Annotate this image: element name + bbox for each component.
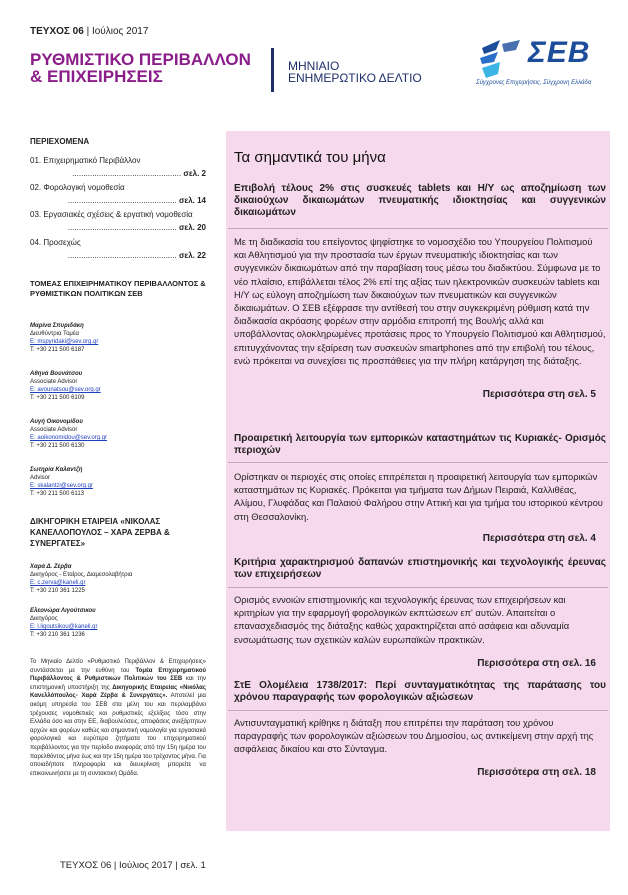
toc-item-2[interactable]	[30, 183, 206, 205]
contact-name: Μαρίνα Σπυριδάκη	[30, 323, 84, 329]
article-title: ΣτΕ Ολομέλεια 1738/2017: Περί συνταγματικότητας της παράτασης του χρόνου παραγραφής των φορολογικών αξιώσεων	[234, 680, 606, 703]
sev-logo-text: ΣΕΒ	[528, 36, 591, 69]
article-body: Αντισυνταγματική κρίθηκε η διάταξη που επιτρέπει την παράταση του χρόνου παραγραφής των φορολογικών αξιώσεων του Δημοσίου, ως αντικείμενη στην αρχή της ασφάλειας δικαίου και στο Σύνταγμα.	[234, 717, 594, 755]
contact-role: Associate Advisor	[30, 379, 78, 385]
toc-page: σελ. 22	[178, 251, 206, 260]
toc-leader: ................................................. σελ. 14	[67, 196, 206, 205]
contact-card	[30, 370, 206, 402]
contact-card	[30, 418, 206, 450]
toc-leader: ................................................. σελ. 22	[67, 251, 206, 260]
toc-page: σελ. 2	[183, 169, 206, 178]
contact-email-link[interactable]: E: aoikonomidou@sev.org.gr	[30, 435, 108, 441]
article-title: Προαιρετική λειτουργία των εμπορικών καταστημάτων τις Κυριακές- Ορισμός περιοχών	[234, 433, 606, 456]
article-title: Επιβολή τέλους 2% στις συσκευές tablets και Η/Υ ως αποζημίωση των δικαιούχων δικαιωμάτων πνευματικής ιδιοκτησίας και συγγενικών δικαιωμάτων	[234, 183, 606, 218]
toc-page: σελ. 14	[178, 196, 206, 205]
issue-date: | Ιούλιος 2017	[86, 26, 149, 37]
sev-logo	[468, 36, 608, 98]
contact-name: Ελεονώρα Λιγούτσικου	[30, 608, 96, 614]
firm-contact-card	[30, 563, 206, 595]
contact-email-link[interactable]: E: l.ligoutsikou@kaneli.gr	[30, 624, 98, 630]
toc-item-1[interactable]	[30, 156, 206, 178]
toc-leader: ................................................. σελ. 2	[72, 169, 206, 178]
contact-role: Δικηγόρος	[30, 616, 58, 622]
sev-logo-mark-icon	[476, 38, 524, 80]
contact-email-link[interactable]: E: avounatsou@sev.org.gr	[30, 387, 101, 393]
contact-card	[30, 322, 206, 354]
article-body: Με τη διαδικασία του επείγοντος ψηφίστηκε το νομοσχέδιο του Υπουργείου Πολιτισμού και Αθλητισμού για την προστασία των έργων πνευματικής ιδιοκτησίας και των συγγενικών δικαιωμάτων από την παραβίαση τους μέσω του διαδικτύου. Σύμφωνα με το νέο πλαίσιο, επιβάλλεται τέλος 2% επί της αξίας των ηλεκτρονικών συσκευών tablets και Η/Υ ως εύλογη αποζημίωση των δικαιούχων των πνευματικών και συγγενικών δικαιωμάτων. Ο ΣΕΒ εξέφρασε την αντίθεσή του στην συγκεκριμένη ρύθμιση κατά την διαδικασία ακρόασης φορέων στην αρμόδια επιτροπή της Βουλής αλλά και υποβάλλοντας ολοκληρωμένες προτάσεις προς το Υπουργείο Πολιτισμού και Αθλητισμού, επιτυγχάνοντας την εξαίρεση των συσκευών smartphones από την επιβολή του τέλους, ενώ πρόκειται να συνεχίσει τις προσπάθειες για την πλήρη κατάργηση της διάταξης.	[234, 236, 606, 366]
contact-phone: T: +30 211 500 6113	[30, 491, 84, 497]
contact-phone: T: +30 210 361 1225	[30, 588, 85, 594]
contact-role: Advisor	[30, 475, 51, 481]
contact-email-link[interactable]: E: c.zerva@kaneli.gr	[30, 580, 86, 586]
toc-label: 01. Επιχειρηματικό Περιβάλλον	[30, 156, 141, 165]
contact-card	[30, 466, 206, 498]
contact-phone: T: +30 211 500 6130	[30, 443, 85, 449]
contact-name: Σωτηρία Καλαντζή	[30, 467, 83, 473]
magazine-title-line-2: & ΕΠΙΧΕΙΡΗΣΕΙΣ	[30, 67, 163, 86]
contact-name: Αυγή Οικονομίδου	[30, 419, 83, 425]
contents-heading: ΠΕΡΙΕΧΟΜΕΝΑ	[30, 137, 90, 146]
sev-logo-tagline: Σύγχρονες Επιχειρήσεις, Σύγχρονη Ελλάδα	[476, 80, 592, 86]
article-divider	[228, 462, 608, 463]
article-body: Ορίστηκαν οι περιοχές στις οποίες επιτρέπεται η προαιρετική λειτουργία των εμπορικών καταστημάτων τις Κυριακές. Πρόκειται για τμήματα των Δήμων Πειραιά, Καλλιθέας, Αλίμου, Γλυφάδας και Παλαιού Φαλήρου στην Αττική και για τμήμα του ιστορικού κέντρου στη Θεσσαλονίκη.	[234, 471, 603, 522]
header-divider	[271, 48, 274, 92]
toc-label: 02. Φορολογική νομοθεσία	[30, 183, 125, 192]
article-title: Κριτήρια χαρακτηρισμού δαπανών επιστημονικής και τεχνολογικής έρευνας των επιχειρήσεων	[234, 557, 606, 580]
article-body: Ορισμός εννοιών επιστημονικής και τεχνολογικής έρευνας των επιχειρήσεων και κριτηρίων για την εφαρμογή φορολογικών εκπτώσεων επ' αυτών. Απαιτείται ο επανασχεδιασμός της διάταξης καθώς χαρακτηρίζεται από ασάφεια και αδυναμία ενσωμάτωσης των σχετικών καλών ευρωπαϊκών πρακτικών.	[234, 594, 570, 645]
magazine-title	[30, 51, 270, 85]
contact-email-link[interactable]: E: skalantzi@sev.org.gr	[30, 483, 94, 489]
sector-heading: ΤΟΜΕΑΣ ΕΠΙΧΕΙΡΗΜΑΤΙΚΟΥ ΠΕΡΙΒΑΛΛΟΝΤΟΣ & ΡΥΘΜΙΣΤΙΚΩΝ ΠΟΛΙΤΙΚΩΝ ΣΕΒ	[30, 279, 206, 298]
newsletter-description: Το Μηνιαίο Δελτίο «Ρυθμιστικό Περιβάλλον & Επιχειρήσεις» συντάσσεται με την ευθύνη του Τομέα Επιχειρηματικού Περιβάλλοντος & Ρυθμιστικών Πολιτικών του ΣΕΒ και την επιστημονική υποστήριξη της Δικηγορικής Εταιρείας «Νικόλας Κανελλόπουλος- Χαρά Ζέρβα & Συνεργάτες». Αποτελεί μια ακόμη υπηρεσία του ΣΕΒ στα μέλη του και περιλαμβάνει τρέχουσες νομοθετικές και ρυθμιστικές εξελίξεις τόσο στην Ελλάδα όσο και στην ΕΕ, διαβουλεύσεις, αποφάσεις ανεξάρτητων αρχών και φορέων καθώς και σημαντική νομολογία για εργασιακά φορολογικά και ευρύτερα ζητήματα του επιχειρηματικού περιβάλλοντος για την περίοδο αναφοράς από την 15η ημέρα του παρελθόντος μήνα έως και την 15η ημέρα του τρέχοντος μήνα. Για οποιαδήποτε πληροφορία και διευκρίνιση μπορείτε να επικοινωνήσετε με τη συντακτική Ομάδα.	[30, 659, 206, 777]
newsletter-line-1: ΜΗΝΙΑΙΟ	[288, 59, 340, 73]
contact-phone: T: +30 211 500 6187	[30, 347, 85, 353]
read-more-link[interactable]: Περισσότερα στη σελ. 16	[477, 658, 596, 669]
contact-role: Associate Advisor	[30, 427, 78, 433]
contact-phone: T: +30 211 500 6109	[30, 395, 85, 401]
newsletter-line-2: ΕΝΗΜΕΡΩΤΙΚΟ ΔΕΛΤΙΟ	[288, 71, 422, 85]
toc-leader: ................................................. σελ. 20	[67, 223, 206, 232]
firm-contact-card	[30, 607, 206, 639]
toc-page: σελ. 20	[178, 223, 206, 232]
toc-label: 04. Προσεχώς	[30, 238, 81, 247]
law-firm-heading: ΔΙΚΗΓΟΡΙΚΗ ΕΤΑΙΡΕΙΑ «ΝΙΚΟΛΑΣ ΚΑΝΕΛΛΟΠΟΥΛΟΣ – ΧΑΡΑ ΖΕΡΒΑ & ΣΥΝΕΡΓΑΤΕΣ»	[30, 517, 170, 548]
issue-label: ΤΕΥΧΟΣ 06	[30, 26, 84, 37]
contact-name: Αθηνά Βουνάτσου	[30, 371, 83, 377]
contact-email-link[interactable]: E: mspyridaki@sev.org.gr	[30, 339, 99, 345]
contact-name: Χαρά Δ. Ζέρβα	[30, 564, 72, 570]
article-divider	[228, 710, 608, 711]
article-divider	[228, 228, 608, 229]
toc-item-3[interactable]	[30, 210, 206, 232]
contact-role: Διευθύντρια Τομέα	[30, 331, 80, 337]
toc-label: 03. Εργασιακές σχέσεις & εργατική νομοθεσία	[30, 210, 193, 219]
article-divider	[228, 587, 608, 588]
contact-phone: T: +30 210 361 1236	[30, 632, 85, 638]
read-more-link[interactable]: Περισσότερα στη σελ. 5	[482, 389, 596, 400]
read-more-link[interactable]: Περισσότερα στη σελ. 18	[477, 767, 596, 778]
newsletter-label	[288, 60, 422, 84]
issue-line	[30, 26, 148, 37]
highlights-title: Τα σημαντικά του μήνα	[234, 149, 386, 166]
page-footer: ΤΕΥΧΟΣ 06 | Ιούλιος 2017 | σελ. 1	[60, 860, 206, 871]
contact-role: Δικηγόρος - Εταίρος, Διαμεσολαβήτρια	[30, 572, 133, 578]
magazine-title-line-1: ΡΥΘΜΙΣΤΙΚΟ ΠΕΡΙΒΑΛΛΟΝ	[30, 50, 251, 69]
read-more-link[interactable]: Περισσότερα στη σελ. 4	[482, 533, 596, 544]
toc-item-4[interactable]	[30, 238, 206, 260]
